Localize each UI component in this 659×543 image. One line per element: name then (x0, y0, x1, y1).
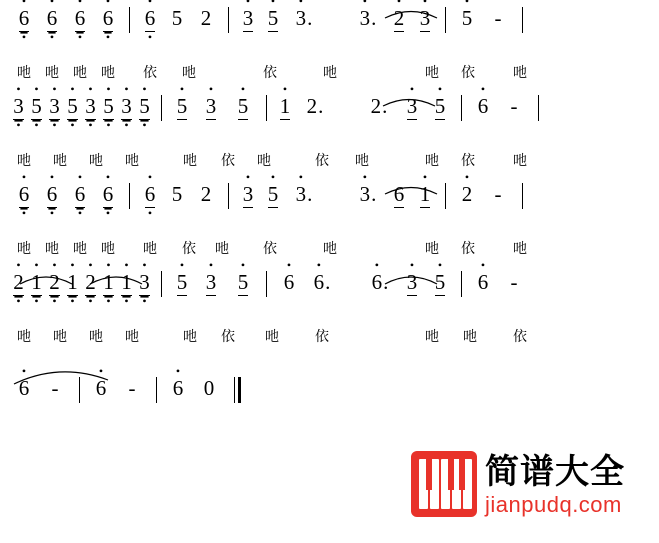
measure-3-3 (236, 182, 322, 208)
lyric: 吔 (513, 240, 527, 256)
measure-1-3 (236, 6, 322, 32)
note-number: • 5 (238, 94, 249, 120)
note-number: • 6 • (75, 6, 86, 32)
music-system-3 (0, 182, 659, 270)
lyric: 吔 (17, 152, 31, 168)
note-number: • 5 (435, 270, 446, 296)
barline (79, 377, 80, 403)
note (63, 270, 82, 296)
site-logo (411, 451, 647, 529)
lyric-row-2 (0, 152, 659, 178)
barline (228, 7, 229, 33)
note (169, 270, 195, 296)
note-number: • 1 • (103, 270, 114, 296)
note-number: • 3 (296, 182, 307, 206)
note-number: • 3 (206, 94, 217, 120)
duration-dot: . (307, 6, 313, 30)
note-number: • 3 • (13, 94, 24, 120)
note (426, 270, 454, 296)
note (386, 182, 412, 208)
duration-dot: . (318, 94, 324, 118)
duration-dot: . (382, 94, 388, 118)
note-number: • 6 • (145, 182, 156, 208)
note (412, 182, 438, 208)
note (10, 94, 27, 120)
note-number: 2 (306, 94, 318, 118)
measure-2-4 (360, 94, 454, 120)
lyric: 吔 (425, 328, 439, 344)
note-number: • 1 (280, 94, 291, 120)
lyric: 吔 (513, 64, 527, 80)
note (236, 182, 260, 208)
note-number: • 5 (177, 94, 188, 120)
note (10, 182, 38, 208)
note (260, 6, 286, 32)
note (481, 182, 515, 206)
note (27, 270, 46, 296)
music-system-2 (0, 94, 659, 182)
note (66, 6, 94, 32)
lyric-row-1 (0, 64, 659, 90)
barline (538, 95, 539, 121)
note (163, 182, 191, 206)
note-number: • 6 (314, 270, 325, 294)
lyric: 吔 (53, 152, 67, 168)
note-number: • 3 • (139, 270, 150, 296)
lyric: 吔 (215, 240, 229, 256)
note (27, 94, 46, 120)
note-row-4 (0, 270, 659, 328)
lyric: 依 (263, 240, 277, 256)
note-number: 5 (171, 6, 183, 30)
note (99, 270, 118, 296)
duration-dot: . (307, 182, 313, 206)
note-number: • 1 • (31, 270, 42, 296)
lyric: 依 (315, 328, 329, 344)
lyric: 吔 (89, 152, 103, 168)
note (191, 6, 221, 30)
measure-5-1 (10, 376, 72, 400)
note-number: • 5 (238, 270, 249, 296)
note-number: • 2 • (13, 270, 24, 296)
note (137, 6, 163, 32)
lyric-row-3 (0, 240, 659, 266)
rest-number: 0 (203, 376, 215, 400)
lyric: 吔 (265, 328, 279, 344)
note-number: • 1 (420, 182, 431, 208)
note (87, 376, 115, 400)
duration-dot: . (371, 6, 377, 30)
final-barline (234, 377, 243, 403)
note-number: • 6 • (103, 6, 114, 32)
note (304, 270, 340, 294)
lyric: 吔 (143, 240, 157, 256)
note-number: • 3 (360, 6, 371, 30)
note-number: • 5 • (139, 94, 150, 120)
music-system-1 (0, 6, 659, 94)
lyric: 吔 (17, 240, 31, 256)
duration-dot: . (325, 270, 331, 294)
measure-2-2 (169, 94, 259, 120)
music-system-5 (0, 358, 659, 418)
lyric: 依 (461, 64, 475, 80)
note (296, 94, 334, 118)
barline (129, 7, 130, 33)
measure-1-4 (350, 6, 438, 32)
note (164, 376, 192, 400)
note-number: • 6 • (145, 6, 156, 32)
measure-2-5 (469, 94, 531, 118)
lyric: 吔 (101, 64, 115, 80)
note (94, 6, 122, 32)
barline (266, 271, 267, 297)
note-number: • 6 • (19, 6, 30, 32)
lyric: 吔 (17, 328, 31, 344)
note (38, 182, 66, 208)
barline (228, 183, 229, 209)
barline (445, 183, 446, 209)
measure-3-5 (453, 182, 515, 206)
music-system-4 (0, 270, 659, 358)
duration-dot: . (383, 270, 389, 294)
note (362, 270, 398, 294)
note (274, 270, 304, 294)
barline (461, 95, 462, 121)
note-number: 2 (200, 6, 212, 30)
lyric: 依 (143, 64, 157, 80)
note-row-1 (0, 6, 659, 64)
note (10, 270, 27, 296)
lyric-row-4 (0, 328, 659, 354)
note-number: • 5 (435, 94, 446, 120)
measure-4-3 (274, 270, 340, 294)
note-number: • 5 (462, 6, 473, 30)
barline (445, 7, 446, 33)
note (46, 94, 63, 120)
brand-name: 简谱大全 (485, 453, 625, 491)
lyric: 依 (182, 240, 196, 256)
measure-2-3 (274, 94, 334, 120)
note (497, 270, 531, 294)
note-number: • 3 (206, 270, 217, 296)
note-number: • 6 • (47, 182, 58, 208)
note-number: • 6 • (47, 6, 58, 32)
lyric: 吔 (355, 152, 369, 168)
note (469, 270, 497, 294)
note-number: • 3 • (121, 94, 132, 120)
note (453, 182, 481, 206)
note (360, 94, 398, 118)
note-number: 6 (393, 182, 405, 206)
note (398, 270, 426, 296)
measure-5-3 (164, 376, 226, 400)
lyric: 依 (221, 152, 235, 168)
barline (161, 271, 162, 297)
note-number: • 2 (394, 6, 405, 32)
note (118, 270, 135, 296)
piano-keys-icon (411, 451, 477, 517)
note (386, 6, 412, 32)
sustain-dash: - (510, 94, 518, 118)
note (286, 182, 322, 206)
note-number: • 3 (296, 6, 307, 30)
lyric: 吔 (101, 240, 115, 256)
sustain-dash: - (494, 182, 502, 206)
sustain-dash: - (51, 376, 59, 400)
lyric: 依 (461, 240, 475, 256)
note-row-2 (0, 94, 659, 152)
note (99, 94, 118, 120)
note (137, 182, 163, 208)
note-row-3 (0, 182, 659, 240)
lyric: 吔 (125, 328, 139, 344)
note-number: • 3 • (85, 94, 96, 120)
measure-2-1 (10, 94, 154, 120)
lyric: 依 (263, 64, 277, 80)
measure-5-2 (87, 376, 149, 400)
note (46, 270, 63, 296)
note (63, 94, 82, 120)
note (38, 376, 72, 400)
lyric: 吔 (73, 240, 87, 256)
note-number: • 6 (372, 270, 383, 294)
note-number: • 2 (462, 182, 473, 206)
note-number: • 6 (478, 270, 489, 294)
note-number: • 6 (173, 376, 184, 400)
barline (161, 95, 162, 121)
lyric: 依 (513, 328, 527, 344)
lyric: 吔 (183, 152, 197, 168)
lyric: 吔 (73, 64, 87, 80)
note-number: • 3 (407, 94, 418, 120)
lyric: 吔 (53, 328, 67, 344)
lyric: 吔 (257, 152, 271, 168)
note-number: • 3 (360, 182, 371, 206)
lyric: 吔 (513, 152, 527, 168)
note (135, 94, 154, 120)
lyric: 吔 (425, 240, 439, 256)
note-number: • 6 (19, 376, 30, 400)
lyric: 依 (221, 328, 235, 344)
lyric: 吔 (17, 64, 31, 80)
sustain-dash: - (494, 6, 502, 30)
lyric: 依 (315, 152, 329, 168)
note-number: • 6 • (19, 182, 30, 208)
note-number: • 3 (407, 270, 418, 296)
note-number: 2 (370, 94, 382, 118)
sustain-dash: - (510, 270, 518, 294)
note-number: • 3 • (49, 94, 60, 120)
lyric: 吔 (89, 328, 103, 344)
note-number: • 2 • (85, 270, 96, 296)
duration-dot: . (371, 182, 377, 206)
note (38, 6, 66, 32)
note-number: • 5 • (103, 94, 114, 120)
note (135, 270, 154, 296)
barline (461, 271, 462, 297)
lyric: 吔 (125, 152, 139, 168)
note (10, 376, 38, 400)
measure-4-5 (469, 270, 531, 294)
note (481, 6, 515, 30)
measure-4-1 (10, 270, 154, 296)
lyric: 吔 (323, 64, 337, 80)
lyric: 吔 (45, 64, 59, 80)
lyric: 吔 (425, 64, 439, 80)
measure-1-2 (137, 6, 221, 32)
barline (129, 183, 130, 209)
note (236, 6, 260, 32)
note-row-5 (0, 358, 659, 416)
note-number: 2 (200, 182, 212, 206)
note (398, 94, 426, 120)
barline (266, 95, 267, 121)
note (195, 94, 227, 120)
lyric: 吔 (45, 240, 59, 256)
note (286, 6, 322, 30)
lyric: 吔 (323, 240, 337, 256)
note (453, 6, 481, 30)
sustain-dash: - (128, 376, 136, 400)
sheet-music-page (0, 6, 659, 543)
measure-3-4 (350, 182, 438, 208)
note (118, 94, 135, 120)
note-number: • 3 (420, 6, 431, 32)
note-number: • 6 • (103, 182, 114, 208)
note (82, 270, 99, 296)
note (227, 94, 259, 120)
site-url: jianpudq.com (485, 492, 622, 517)
note-number: • 1 • (67, 270, 78, 296)
note (191, 182, 221, 206)
lyric: 吔 (183, 328, 197, 344)
note (66, 182, 94, 208)
measure-4-2 (169, 270, 259, 296)
note-number: • 3 (243, 6, 254, 32)
note (169, 94, 195, 120)
note-number: • 2 • (49, 270, 60, 296)
note-number: • 5 (268, 6, 279, 32)
measure-3-2 (137, 182, 221, 208)
note (350, 6, 386, 30)
measure-4-4 (362, 270, 454, 296)
rest (192, 376, 226, 400)
note (350, 182, 386, 206)
note-number: • 1 • (121, 270, 132, 296)
measure-1-5 (453, 6, 515, 30)
note-number: • 6 (478, 94, 489, 118)
note (412, 6, 438, 32)
note-number: • 6 (284, 270, 295, 294)
note-number: • 3 (243, 182, 254, 208)
note (426, 94, 454, 120)
lyric: 吔 (425, 152, 439, 168)
note (260, 182, 286, 208)
lyric: 吔 (463, 328, 477, 344)
lyric: 依 (461, 152, 475, 168)
note (227, 270, 259, 296)
note-number: • 6 (96, 376, 107, 400)
note-number: 5 (171, 182, 183, 206)
note-number: • 5 (268, 182, 279, 208)
measure-3-1 (10, 182, 122, 208)
note (497, 94, 531, 118)
note (163, 6, 191, 30)
barline (156, 377, 157, 403)
measure-1-1 (10, 6, 122, 32)
note (469, 94, 497, 118)
note-number: • 5 (177, 270, 188, 296)
note (82, 94, 99, 120)
barline (522, 7, 523, 33)
note-number: • 5 • (31, 94, 42, 120)
lyric: 吔 (182, 64, 196, 80)
note-number: • 6 • (75, 182, 86, 208)
note (274, 94, 296, 120)
barline (522, 183, 523, 209)
note (195, 270, 227, 296)
note (10, 6, 38, 32)
note-number: • 5 • (67, 94, 78, 120)
note (115, 376, 149, 400)
note (94, 182, 122, 208)
